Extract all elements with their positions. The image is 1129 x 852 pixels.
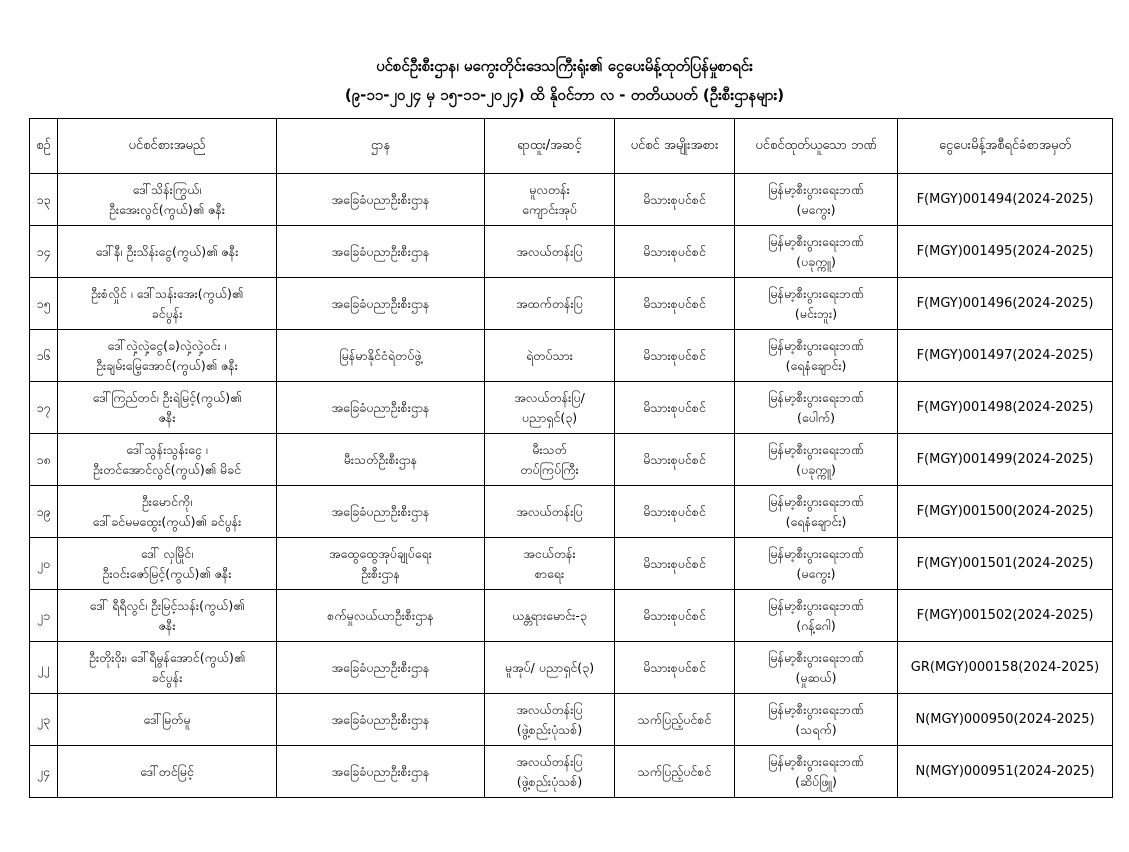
cell-voucher-text: GR(MGY)000158(2024-2025) xyxy=(910,659,1100,675)
cell-department-text: အခြေခံပညာဦးစီးဌာန xyxy=(331,659,430,675)
cell-pension-type-text: မိသားစုပင်စင် xyxy=(643,503,706,519)
cell-name xyxy=(58,486,277,538)
cell-department xyxy=(277,538,485,590)
cell-bank-text: မြန်မာ့စီးပွားရေးဘဏ် xyxy=(768,545,864,561)
cell-name-text: ဒေါ်လှဲ့လှဲ့ငွေ(ခ)လှဲ့လှဲ့ဝင်း ၊ xyxy=(107,337,227,353)
cell-voucher xyxy=(898,278,1113,330)
cell-no xyxy=(30,746,58,798)
cell-position xyxy=(485,590,615,642)
cell-position xyxy=(485,434,615,486)
cell-voucher-text: F(MGY)001495(2024-2025) xyxy=(916,243,1094,259)
cell-position-text: စာရေး xyxy=(534,565,565,581)
cell-pension-type-text: မိသားစုပင်စင် xyxy=(643,295,706,311)
cell-bank-text: (မှုဆယ်) xyxy=(795,669,837,685)
cell-pension-type xyxy=(615,382,735,434)
cell-department-text: အခြေခံပညာဦးစီးဌာန xyxy=(331,191,430,207)
cell-voucher xyxy=(898,746,1113,798)
cell-bank xyxy=(735,278,898,330)
cell-position xyxy=(485,486,615,538)
cell-no-text: ၂၀ xyxy=(36,555,51,571)
cell-bank-text: (ရေနံချောင်း) xyxy=(785,357,847,373)
cell-pension-type xyxy=(615,486,735,538)
table-row xyxy=(30,746,1113,798)
cell-name-text: ခင်ပွန်း xyxy=(151,305,183,321)
cell-voucher xyxy=(898,642,1113,694)
cell-bank-text: (ဆိပ်ဖြူ) xyxy=(795,773,837,789)
cell-department-text: အခြေခံပညာဦးစီးဌာန xyxy=(331,399,430,415)
table-row xyxy=(30,486,1113,538)
cell-department xyxy=(277,330,485,382)
cell-voucher-text: F(MGY)001494(2024-2025) xyxy=(916,191,1094,207)
cell-bank xyxy=(735,590,898,642)
cell-voucher-text: F(MGY)001497(2024-2025) xyxy=(916,347,1094,363)
cell-voucher xyxy=(898,174,1113,226)
cell-no-text: ၂၂ xyxy=(37,659,50,675)
cell-position-text: အလယ်တန်းပြ xyxy=(516,243,583,259)
cell-no xyxy=(30,174,58,226)
cell-no xyxy=(30,538,58,590)
cell-position xyxy=(485,382,615,434)
cell-no-text: ၁၉ xyxy=(36,503,51,519)
cell-department xyxy=(277,694,485,746)
cell-voucher xyxy=(898,434,1113,486)
cell-position xyxy=(485,330,615,382)
cell-name-text: ဒေါ် လှမြိုင်၊ xyxy=(140,545,194,561)
table-row xyxy=(30,694,1113,746)
cell-pension-type-text: မိသားစုပင်စင် xyxy=(643,191,706,207)
cell-bank-text: မြန်မာ့စီးပွားရေးဘဏ် xyxy=(768,337,864,353)
cell-pension-type xyxy=(615,642,735,694)
cell-pension-type-text: မိသားစုပင်စင် xyxy=(643,399,706,415)
table-row xyxy=(30,174,1113,226)
cell-name-text: ဦးချမ်းမြေ့အောင်(ကွယ်)၏ ဇနီး xyxy=(96,357,238,373)
cell-position-text: ယန္တရားမောင်း-၃ xyxy=(512,607,587,623)
cell-no-text: ၁၅ xyxy=(36,295,51,311)
cell-voucher-text: F(MGY)001499(2024-2025) xyxy=(916,451,1094,467)
cell-name-text: ဦးတိုးဝိုး၊ ဒေါ်ရီမွန်အောင်(ကွယ်)၏ xyxy=(89,649,245,665)
header-voucher: ငွေပေးမိန့်အစီရင်ခံစာအမှတ် xyxy=(898,119,1113,174)
cell-department-text: အထွေထွေအုပ်ချုပ်ရေး xyxy=(329,545,432,561)
cell-no xyxy=(30,486,58,538)
cell-voucher xyxy=(898,486,1113,538)
cell-bank xyxy=(735,694,898,746)
cell-department xyxy=(277,226,485,278)
cell-department xyxy=(277,434,485,486)
header-department: ဌာန xyxy=(277,119,485,174)
cell-bank xyxy=(735,538,898,590)
cell-department xyxy=(277,174,485,226)
cell-name xyxy=(58,642,277,694)
cell-pension-type xyxy=(615,590,735,642)
cell-bank xyxy=(735,642,898,694)
cell-bank xyxy=(735,174,898,226)
pension-table xyxy=(29,118,1113,798)
cell-voucher-text: F(MGY)001501(2024-2025) xyxy=(916,555,1094,571)
cell-voucher-text: F(MGY)001502(2024-2025) xyxy=(916,607,1094,623)
cell-position xyxy=(485,746,615,798)
cell-no-text: ၁၄ xyxy=(36,243,51,259)
cell-department xyxy=(277,486,485,538)
cell-bank-text: (မကွေး) xyxy=(796,201,836,217)
header-position: ရာထူး/အဆင့် xyxy=(485,119,615,174)
cell-position-text: အငယ်တန်း xyxy=(523,545,576,561)
cell-department xyxy=(277,746,485,798)
cell-bank-text: (ပေါက်) xyxy=(796,409,836,425)
cell-pension-type-text: သက်ပြည့်ပင်စင် xyxy=(637,763,712,779)
cell-bank-text: (မင်းဘူး) xyxy=(794,305,838,321)
cell-name-text: ဒေါ်တင်မြင့် xyxy=(140,763,194,779)
cell-name-text: ဒေါ်နီ၊ ဦးသိန်းငွေ(ကွယ်)၏ ဇနီး xyxy=(95,243,239,259)
cell-voucher xyxy=(898,226,1113,278)
cell-pension-type-text: မိသားစုပင်စင် xyxy=(643,347,706,363)
cell-name xyxy=(58,330,277,382)
cell-pension-type xyxy=(615,330,735,382)
cell-department-text: မီးသတ်ဦးစီးဌာန xyxy=(343,451,418,467)
cell-name-text: ဇနီး xyxy=(158,617,176,633)
cell-name-text: ခင်ပွန်း xyxy=(151,669,183,685)
cell-voucher-text: N(MGY)000951(2024-2025) xyxy=(915,763,1095,779)
cell-position-text: မီးသတ် xyxy=(532,441,567,457)
cell-pension-type xyxy=(615,694,735,746)
cell-bank-text: (ပခုက္ကူ) xyxy=(796,253,836,269)
header-pension-type: ပင်စင် အမျိုးအစား xyxy=(615,119,735,174)
cell-no xyxy=(30,590,58,642)
table-header-row xyxy=(30,119,1113,174)
cell-no xyxy=(30,642,58,694)
header-bank: ပင်စင်ထုတ်ယူသော ဘဏ် xyxy=(735,119,898,174)
cell-voucher-text: N(MGY)000950(2024-2025) xyxy=(915,711,1095,727)
cell-position-text: အထက်တန်းပြ xyxy=(516,295,583,311)
table-row xyxy=(30,434,1113,486)
cell-bank-text: မြန်မာ့စီးပွားရေးဘဏ် xyxy=(768,701,864,717)
cell-department xyxy=(277,590,485,642)
title-line-1: ပင်စင်ဦးစီးဌာန၊ မကွေးတိုင်းဒေသကြီးရုံး၏ ငွေပေးမိန့်ထုတ်ပြန်မှုစာရင်း xyxy=(376,57,753,75)
cell-bank xyxy=(735,226,898,278)
cell-department-text: အခြေခံပညာဦးစီးဌာန xyxy=(331,711,430,727)
cell-department-text: မြန်မာနိုင်ငံရဲတပ်ဖွဲ့ xyxy=(339,347,422,363)
cell-position-text: အလယ်တန်းပြ xyxy=(516,503,583,519)
cell-pension-type xyxy=(615,226,735,278)
cell-bank-text: မြန်မာ့စီးပွားရေးဘဏ် xyxy=(768,493,864,509)
cell-department xyxy=(277,642,485,694)
cell-no-text: ၁၆ xyxy=(36,347,51,363)
cell-name-text: ဒေါ်ခင်မမထွေး(ကွယ်)၏ ခင်ပွန်း xyxy=(92,513,242,529)
cell-department xyxy=(277,278,485,330)
cell-no-text: ၂၃ xyxy=(36,711,51,727)
table-row xyxy=(30,330,1113,382)
cell-pension-type xyxy=(615,278,735,330)
cell-position-text: အလယ်တန်းပြ xyxy=(516,753,583,769)
cell-position-text: အလယ်တန်းပြ/ xyxy=(514,389,585,405)
cell-bank-text: မြန်မာ့စီးပွားရေးဘဏ် xyxy=(768,753,864,769)
cell-position-text: အလယ်တန်းပြ xyxy=(516,701,583,717)
cell-pension-type-text: မိသားစုပင်စင် xyxy=(643,243,706,259)
cell-name-text: ဒေါ်ကြည်တင်၊ ဦးရဲမြင့်(ကွယ်)၏ xyxy=(92,389,242,405)
table-row xyxy=(30,590,1113,642)
cell-position-text: မူလတန်း xyxy=(529,181,570,197)
cell-department-text: စက်မှုလယ်ယာဦးစီးဌာန xyxy=(327,607,434,623)
cell-name xyxy=(58,434,277,486)
cell-voucher xyxy=(898,538,1113,590)
cell-pension-type-text: မိသားစုပင်စင် xyxy=(643,607,706,623)
cell-bank-text: (ပခုက္ကူ) xyxy=(796,461,836,477)
cell-bank-text: မြန်မာ့စီးပွားရေးဘဏ် xyxy=(768,597,864,613)
header-no: စဉ် xyxy=(30,119,58,174)
cell-bank-text: (မကွေး) xyxy=(796,565,836,581)
cell-voucher xyxy=(898,694,1113,746)
cell-no-text: ၁၈ xyxy=(36,451,51,467)
cell-position xyxy=(485,278,615,330)
cell-name-text: ဒေါ် ရီရီလွင်၊ ဦးမြင့်သန်း(ကွယ်)၏ xyxy=(89,597,245,613)
cell-name xyxy=(58,746,277,798)
cell-no-text: ၂၁ xyxy=(36,607,51,623)
table-row xyxy=(30,538,1113,590)
table-row xyxy=(30,382,1113,434)
cell-department-text: အခြေခံပညာဦးစီးဌာန xyxy=(331,763,430,779)
cell-name-text: ဒေါ်မြတ်မူ xyxy=(143,711,191,727)
cell-no-text: ၁၃ xyxy=(36,191,51,207)
cell-pension-type xyxy=(615,746,735,798)
cell-voucher xyxy=(898,382,1113,434)
cell-name-text: ဦးစံလှိုင် ၊ ဒေါ်သန်းအေး(ကွယ်)၏ xyxy=(90,285,244,301)
cell-position xyxy=(485,642,615,694)
cell-no xyxy=(30,694,58,746)
cell-pension-type-text: မိသားစုပင်စင် xyxy=(643,659,706,675)
cell-pension-type xyxy=(615,174,735,226)
cell-bank-text: မြန်မာ့စီးပွားရေးဘဏ် xyxy=(768,285,864,301)
cell-voucher-text: F(MGY)001500(2024-2025) xyxy=(916,503,1094,519)
cell-bank-text: မြန်မာ့စီးပွားရေးဘဏ် xyxy=(768,649,864,665)
document-title xyxy=(0,52,1129,110)
cell-bank-text: (ဂန့်ဂေါ) xyxy=(796,617,836,633)
cell-department-text: အခြေခံပညာဦးစီးဌာန xyxy=(331,503,430,519)
cell-name-text: ဦးမောင်ကို၊ xyxy=(141,493,193,509)
table-row xyxy=(30,278,1113,330)
cell-bank xyxy=(735,330,898,382)
cell-bank-text: မြန်မာ့စီးပွားရေးဘဏ် xyxy=(768,441,864,457)
cell-name xyxy=(58,382,277,434)
cell-pension-type-text: သက်ပြည့်ပင်စင် xyxy=(637,711,712,727)
cell-department-text: အခြေခံပညာဦးစီးဌာန xyxy=(331,295,430,311)
cell-position xyxy=(485,226,615,278)
cell-bank-text: မြန်မာ့စီးပွားရေးဘဏ် xyxy=(768,233,864,249)
cell-no xyxy=(30,226,58,278)
header-name: ပင်စင်စားအမည် xyxy=(58,119,277,174)
cell-name-text: ဦးဝင်းဇော်မြင့်(ကွယ်)၏ ဇနီး xyxy=(102,565,232,581)
cell-position-text: ပညာရှင်(၃) xyxy=(521,409,578,425)
cell-department-text: အခြေခံပညာဦးစီးဌာန xyxy=(331,243,430,259)
cell-department-text: ဦးစီးဌာန xyxy=(361,565,400,581)
cell-name xyxy=(58,278,277,330)
cell-name-text: ဦးအေးလွင်(ကွယ်)၏ ဇနီး xyxy=(108,201,225,217)
cell-no xyxy=(30,434,58,486)
cell-no-text: ၂၄ xyxy=(36,763,51,779)
cell-pension-type xyxy=(615,538,735,590)
cell-no xyxy=(30,382,58,434)
cell-department xyxy=(277,382,485,434)
cell-position xyxy=(485,174,615,226)
cell-bank xyxy=(735,382,898,434)
cell-position-text: မူအုပ်/ ပညာရှင်(၃) xyxy=(504,659,595,675)
cell-bank-text: (ရေနံချောင်း) xyxy=(785,513,847,529)
cell-position-text: ရဲတပ်သား xyxy=(526,347,573,363)
cell-voucher xyxy=(898,590,1113,642)
cell-bank-text: မြန်မာ့စီးပွားရေးဘဏ် xyxy=(768,389,864,405)
cell-pension-type-text: မိသားစုပင်စင် xyxy=(643,451,706,467)
cell-voucher xyxy=(898,330,1113,382)
cell-no xyxy=(30,330,58,382)
cell-voucher-text: F(MGY)001498(2024-2025) xyxy=(916,399,1094,415)
table-body xyxy=(30,174,1113,798)
cell-name-text: ဇနီး xyxy=(158,409,176,425)
cell-bank xyxy=(735,746,898,798)
cell-voucher-text: F(MGY)001496(2024-2025) xyxy=(916,295,1094,311)
table-row xyxy=(30,642,1113,694)
cell-bank-text: မြန်မာ့စီးပွားရေးဘဏ် xyxy=(768,181,864,197)
cell-bank xyxy=(735,434,898,486)
cell-bank xyxy=(735,486,898,538)
cell-no-text: ၁၇ xyxy=(36,399,51,415)
cell-name xyxy=(58,590,277,642)
cell-position xyxy=(485,538,615,590)
cell-name xyxy=(58,226,277,278)
table-row xyxy=(30,226,1113,278)
cell-name xyxy=(58,694,277,746)
cell-position-text: ကျောင်းအုပ် xyxy=(522,201,577,217)
title-line-2: (၉-၁၁-၂၀၂၄ မှ ၁၅-၁၁-၂၀၂၄) ထိ နိုဝင်ဘာ လ - တတိယပတ် (ဦးစီးဌာနများ) xyxy=(344,86,785,104)
cell-pension-type-text: မိသားစုပင်စင် xyxy=(643,555,706,571)
cell-position xyxy=(485,694,615,746)
cell-name-text: ဒေါ်သွန်းသွန်းငွေ ၊ xyxy=(126,441,208,457)
cell-position-text: (ဖွဲ့စည်းပုံသစ်) xyxy=(516,721,583,737)
cell-no xyxy=(30,278,58,330)
cell-bank-text: (သရက်) xyxy=(795,721,837,737)
cell-name xyxy=(58,174,277,226)
cell-position-text: တပ်ကြပ်ကြီး xyxy=(520,461,579,477)
cell-name-text: ဦးတင်အောင်လွင်(ကွယ်)၏ မိခင် xyxy=(92,461,242,477)
cell-name-text: ဒေါ်သိန်းကြွယ်၊ xyxy=(132,181,202,197)
cell-position-text: (ဖွဲ့စည်းပုံသစ်) xyxy=(516,773,583,789)
cell-pension-type xyxy=(615,434,735,486)
cell-name xyxy=(58,538,277,590)
